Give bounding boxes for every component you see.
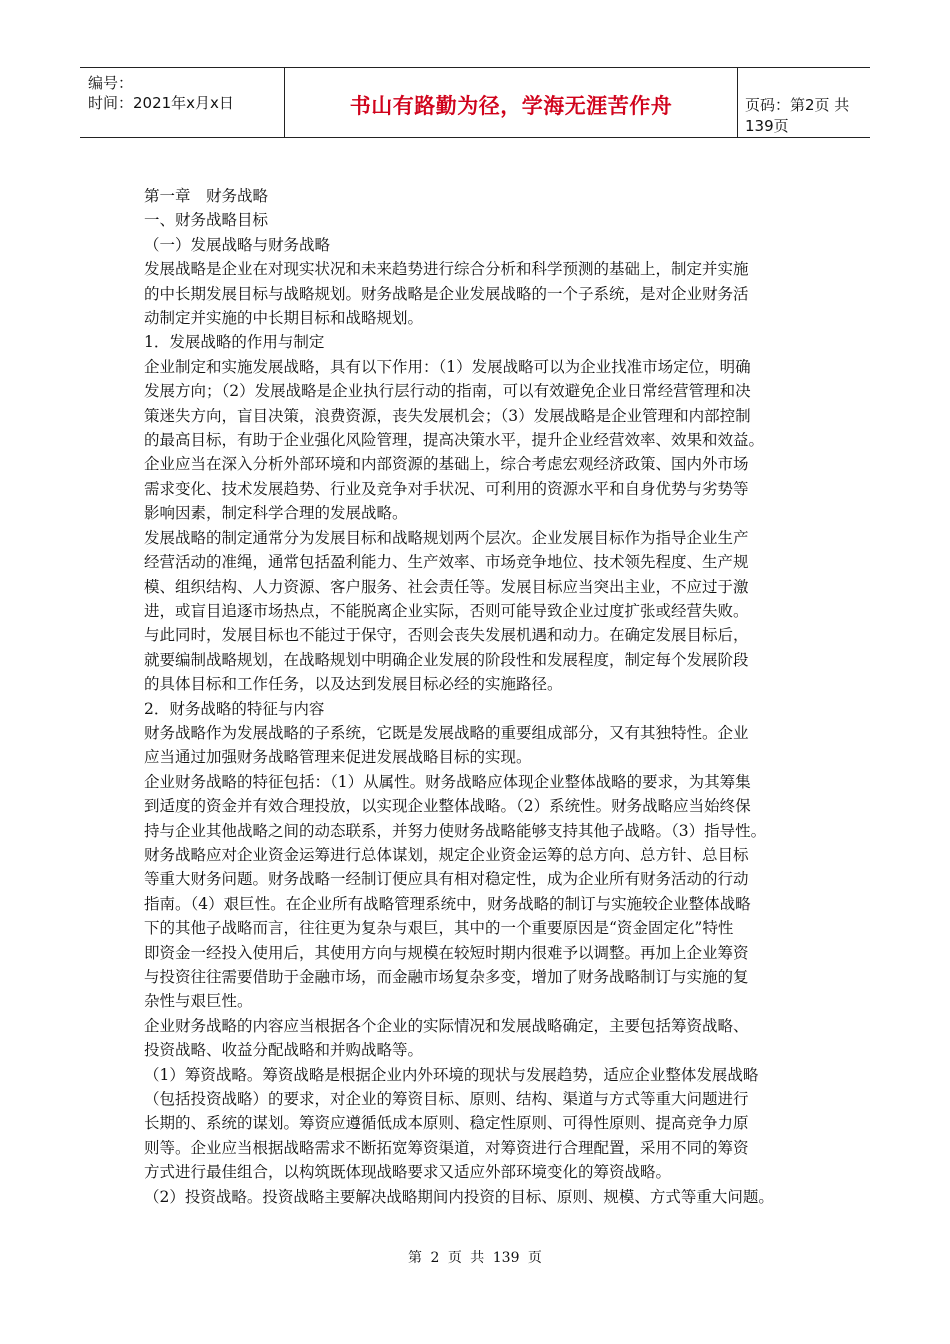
header-page-cell bbox=[737, 68, 870, 137]
body-line: 1．发展战略的作用与制定 bbox=[144, 333, 325, 352]
body-line: 与此同时，发展目标也不能过于保守，否则会丧失发展机遇和动力。在确定发展目标后， bbox=[144, 626, 749, 645]
body-line: 企业财务战略的内容应当根据各个企业的实际情况和发展战略确定，主要包括筹资战略、 bbox=[144, 1016, 749, 1035]
body-line: 经营活动的准绳，通常包括盈利能力、生产效率、市场竞争地位、技术领先程度、生产规 bbox=[144, 553, 749, 572]
body-line: 则等。企业应当根据战略需求不断拓宽筹资渠道，对筹资进行合理配置，采用不同的筹资 bbox=[144, 1138, 749, 1157]
body-line: 发展方向；（2）发展战略是企业执行层行动的指南，可以有效避免企业日常经营管理和决 bbox=[144, 382, 751, 401]
body-line: 即资金一经投入使用后，其使用方向与规模在较短时期内很难予以调整。再加上企业筹资 bbox=[144, 943, 749, 962]
body-line: 的中长期发展目标与战略规划。财务战略是企业发展战略的一个子系统，是对企业财务活 bbox=[144, 284, 749, 303]
body-line: （2）投资战略。投资战略主要解决战略期间内投资的目标、原则、规模、方式等重大问题。 bbox=[144, 1187, 774, 1206]
document-number-label: 编号： bbox=[88, 74, 134, 92]
body-line: 就要编制战略规划，在战略规划中明确企业发展的阶段性和发展程度，制定每个发展阶段 bbox=[144, 650, 749, 669]
body-line: 一、财务战略目标 bbox=[144, 211, 269, 230]
body-line: 影响因素，制定科学合理的发展战略。 bbox=[144, 504, 408, 523]
body-line: 投资战略、收益分配战略和并购战略等。 bbox=[144, 1041, 424, 1060]
body-line: 需求变化、技术发展趋势、行业及竞争对手状况、可利用的资源水平和自身优势与劣势等 bbox=[144, 479, 749, 498]
header-motto-cell bbox=[284, 68, 738, 137]
body-line: 企业财务战略的特征包括：（1）从属性。财务战略应体现企业整体战略的要求，为其筹集 bbox=[144, 772, 751, 791]
body-line: 持与企业其他战略之间的动态联系，并努力使财务战略能够支持其他子战略。（3）指导性。 bbox=[144, 821, 767, 840]
body-line: 进，或盲目追逐市场热点，不能脱离企业实际，否则可能导致企业过度扩张或经营失败。 bbox=[144, 601, 749, 620]
body-line: 指南。（4）艰巨性。在企业所有战略管理系统中，财务战略的制订与实施较企业整体战略 bbox=[144, 894, 751, 913]
body-line: 下的其他子战略而言，往往更为复杂与艰巨，其中的一个重要原因是“资金固定化”特性 bbox=[144, 919, 734, 938]
body-line: 等重大财务问题。财务战略一经制订便应具有相对稳定性，成为企业所有财务活动的行动 bbox=[144, 870, 749, 889]
body-line: 财务战略作为发展战略的子系统，它既是发展战略的重要组成部分，又有其独特性。企业 bbox=[144, 723, 749, 742]
body-line: （1）筹资战略。筹资战略是根据企业内外环境的现状与发展趋势，适应企业整体发展战略 bbox=[144, 1065, 759, 1084]
body-line: 第一章 财务战略 bbox=[144, 187, 269, 205]
document-header bbox=[80, 67, 870, 138]
header-info-cell bbox=[80, 68, 284, 137]
body-line: 发展战略是企业在对现实状况和未来趋势进行综合分析和科学预测的基础上，制定并实施 bbox=[144, 260, 749, 279]
body-line: 财务战略应对企业资金运筹进行总体谋划，规定企业资金运筹的总方向、总方针、总目标 bbox=[144, 845, 749, 864]
body-line: 企业应当在深入分析外部环境和内部资源的基础上，综合考虑宏观经济政策、国内外市场 bbox=[144, 455, 749, 474]
document-date-label: 时间：2021年x月x日 bbox=[88, 94, 234, 112]
body-line: 长期的、系统的谋划。筹资应遵循低成本原则、稳定性原则、可得性原则、提高竞争力原 bbox=[144, 1114, 749, 1133]
body-line: （一）发展战略与财务战略 bbox=[144, 235, 331, 254]
body-line: 与投资往往需要借助于金融市场，而金融市场复杂多变，增加了财务战略制订与实施的复 bbox=[144, 968, 749, 986]
body-line: 杂性与艰巨性。 bbox=[144, 992, 253, 1011]
body-line: （包括投资战略）的要求，对企业的筹资目标、原则、结构、渠道与方式等重大问题进行 bbox=[144, 1090, 749, 1109]
body-line: 动制定并实施的中长期目标和战略规划。 bbox=[144, 309, 424, 328]
body-line: 策迷失方向，盲目决策，浪费资源，丧失发展机会；（3）发展战略是企业管理和内部控制 bbox=[144, 406, 751, 425]
header-motto: 书山有路勤为径，学海无涯苦作舟 bbox=[349, 94, 673, 118]
page-footer: 第 2 页 共 139 页 bbox=[408, 1250, 542, 1266]
body-line: 应当通过加强财务战略管理来促进发展战略目标的实现。 bbox=[144, 748, 532, 767]
body-line: 企业制定和实施发展战略，具有以下作用：（1）发展战略可以为企业找准市场定位，明确 bbox=[144, 357, 751, 376]
body-line: 方式进行最佳组合，以构筑既体现战略要求又适应外部环境变化的筹资战略。 bbox=[144, 1163, 672, 1182]
body-line: 的具体目标和工作任务，以及达到发展目标必经的实施路径。 bbox=[144, 675, 563, 694]
document-body bbox=[144, 184, 824, 1209]
body-line: 模、组织结构、人力资源、客户服务、社会责任等。发展目标应当突出主业，不应过于激 bbox=[144, 577, 749, 596]
body-line: 的最高目标，有助于企业强化风险管理，提高决策水平，提升企业经营效率、效果和效益。 bbox=[144, 431, 765, 450]
body-line: 到适度的资金并有效合理投放，以实现企业整体战略。（2）系统性。财务战略应当始终保 bbox=[144, 797, 751, 816]
body-line: 2．财务战略的特征与内容 bbox=[144, 699, 325, 718]
body-line: 发展战略的制定通常分为发展目标和战略规划两个层次。企业发展目标作为指导企业生产 bbox=[144, 528, 749, 547]
header-page-label: 页码：第2页 共139页 bbox=[745, 96, 850, 135]
